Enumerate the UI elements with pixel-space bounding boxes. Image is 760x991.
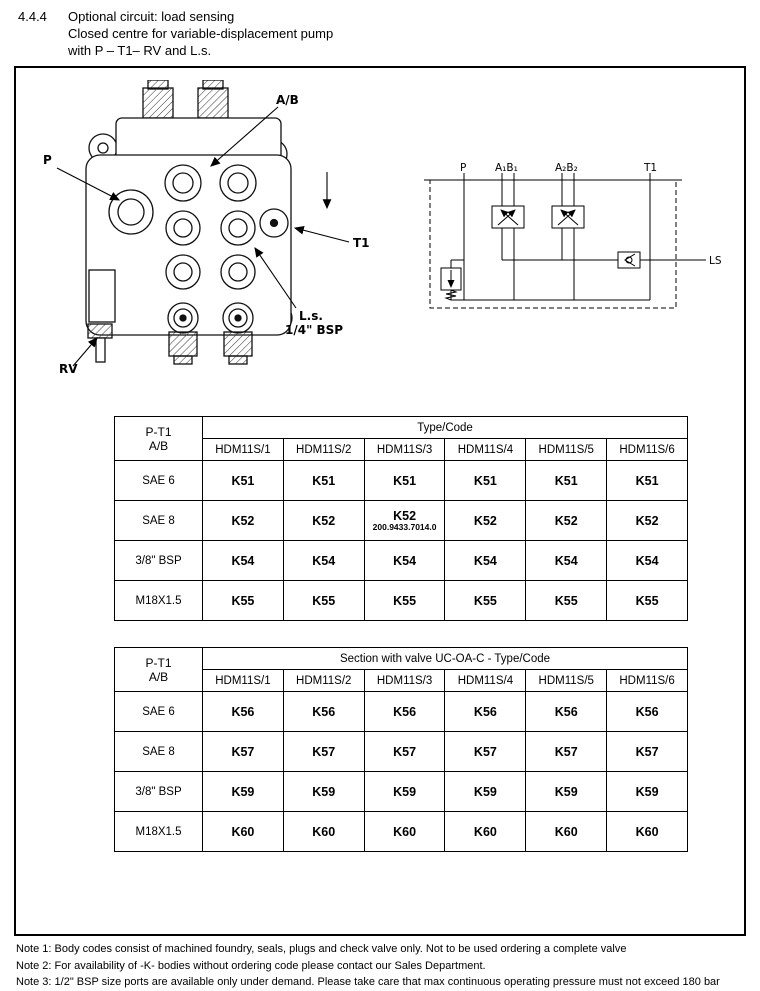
table-row (115, 732, 688, 772)
column-header: HDM11S/6 (607, 670, 688, 692)
row-header: 3/8" BSP (115, 772, 203, 812)
port-label-ls-size: 1/4" BSP (285, 323, 344, 337)
code-cell: K56 (445, 692, 526, 732)
title-line-1: Optional circuit: load sensing (68, 9, 235, 24)
column-header: HDM11S/1 (203, 439, 284, 461)
code-cell: K56 (203, 692, 284, 732)
header-row-group (115, 417, 688, 439)
row-axis-title (115, 648, 203, 692)
code-cell: K51 (364, 461, 445, 501)
code-cell: K52 (283, 501, 364, 541)
group-header: Type/Code (203, 417, 688, 439)
schematic-label-a2b2: A₂B₂ (555, 162, 578, 174)
code-cell: K59 (526, 772, 607, 812)
code-cell: K54 (364, 541, 445, 581)
type-code-table (114, 416, 688, 621)
port-label-rv: RV (59, 362, 78, 376)
row-axis-title-line1: P-T1 (145, 655, 172, 670)
code-cell: K54 (445, 541, 526, 581)
code-cell: K56 (283, 692, 364, 732)
table-row (115, 692, 688, 732)
check-valve-symbol (618, 252, 640, 268)
code-cell: K57 (283, 732, 364, 772)
column-header: HDM11S/6 (607, 439, 688, 461)
figure-frame (14, 66, 746, 936)
code-cell: K59 (445, 772, 526, 812)
table-row (115, 812, 688, 852)
code-cell: K57 (445, 732, 526, 772)
column-header: HDM11S/2 (283, 670, 364, 692)
note-1: Note 1: Body codes consist of machined foundry, seals, plugs and check valve only. Not to be used ordering a complete valve (16, 943, 627, 955)
valve-drawing (31, 80, 411, 380)
header-row-group (115, 648, 688, 670)
column-header: HDM11S/5 (526, 439, 607, 461)
schematic-lines (424, 173, 706, 308)
row-header: SAE 6 (115, 692, 203, 732)
column-header: HDM11S/5 (526, 670, 607, 692)
code-cell: K51 (607, 461, 688, 501)
relief-valve-symbol (441, 268, 461, 300)
code-cell: K51 (203, 461, 284, 501)
code-cell: K57 (607, 732, 688, 772)
code-cell: K54 (526, 541, 607, 581)
relief-valve-cartridge (88, 270, 115, 362)
code-cell: K60 (283, 812, 364, 852)
port-label-p: P (43, 153, 52, 167)
code-cell: K60 (203, 812, 284, 852)
code-cell: K60 (526, 812, 607, 852)
code-cell: K55 (364, 581, 445, 621)
row-axis-title-line2: A/B (148, 438, 169, 453)
code-cell: K56 (607, 692, 688, 732)
code-cell: K55 (526, 581, 607, 621)
group-header: Section with valve UC-OA-C - Type/Code (203, 648, 688, 670)
column-header: HDM11S/1 (203, 670, 284, 692)
code-cell: K55 (203, 581, 284, 621)
code-cell: K54 (607, 541, 688, 581)
footnotes (16, 941, 720, 991)
code-cell: K59 (203, 772, 284, 812)
code-cell: K55 (445, 581, 526, 621)
code-cell: K60 (364, 812, 445, 852)
column-header: HDM11S/3 (364, 670, 445, 692)
note-2: Note 2: For availability of -K- bodies without ordering code please contact our Sales Department. (16, 959, 486, 972)
schematic-label-p: P (460, 162, 467, 174)
code-cell: K56 (364, 692, 445, 732)
code-cell: K59 (364, 772, 445, 812)
title-line-3: with P – T1– RV and L.s. (68, 43, 212, 58)
row-header: M18X1.5 (115, 812, 203, 852)
code-cell: K59 (607, 772, 688, 812)
code-cell: K57 (364, 732, 445, 772)
code-cell: K52 (445, 501, 526, 541)
code-cell: K59 (283, 772, 364, 812)
spool-valve-symbol-1 (492, 206, 524, 228)
code-cell (364, 501, 445, 541)
code-cell: K54 (203, 541, 284, 581)
code-cell: K57 (203, 732, 284, 772)
title-line-2: Closed centre for variable-displacement pump (68, 26, 334, 41)
code-cell: K60 (445, 812, 526, 852)
port-label-ab: A/B (276, 93, 299, 107)
table-row (115, 461, 688, 501)
table-row (115, 501, 688, 541)
table-row (115, 581, 688, 621)
title-block (68, 8, 333, 59)
row-header: SAE 8 (115, 732, 203, 772)
port-label-ls: L.s. (299, 309, 323, 323)
section-number: 4.4.4 (18, 9, 47, 24)
row-header: SAE 6 (115, 461, 203, 501)
schematic-label-t1: T1 (644, 162, 658, 174)
doc-header (18, 8, 333, 59)
row-axis-title (115, 417, 203, 461)
port-label-t1: T1 (353, 236, 370, 250)
code-cell: K55 (283, 581, 364, 621)
schematic-label-ls: LS (709, 255, 722, 267)
row-header: 3/8" BSP (115, 541, 203, 581)
code-main: K52 (393, 508, 417, 523)
row-header: SAE 8 (115, 501, 203, 541)
column-header: HDM11S/4 (445, 670, 526, 692)
code-sub: 200.9433.7014.0 (372, 521, 437, 532)
code-cell: K51 (445, 461, 526, 501)
code-cell: K57 (526, 732, 607, 772)
column-header: HDM11S/3 (364, 439, 445, 461)
code-cell: K51 (283, 461, 364, 501)
code-cell: K55 (607, 581, 688, 621)
row-header: M18X1.5 (115, 581, 203, 621)
hydraulic-schematic (414, 160, 729, 350)
column-header: HDM11S/2 (283, 439, 364, 461)
code-cell: K52 (203, 501, 284, 541)
table-row (115, 772, 688, 812)
code-cell: K52 (526, 501, 607, 541)
schematic-label-a1b1: A₁B₁ (495, 162, 518, 174)
code-cell: K60 (607, 812, 688, 852)
spool-valve-symbol-2 (552, 206, 584, 228)
row-axis-title-line1: P-T1 (145, 424, 172, 439)
note-3: Note 3: 1/2" BSP size ports are available only under demand. Please take care that max continuous operating pressure must not exceed 180 bar (16, 976, 720, 988)
column-header: HDM11S/4 (445, 439, 526, 461)
row-axis-title-line2: A/B (148, 669, 169, 684)
section-valve-code-table (114, 647, 688, 852)
code-cell: K54 (283, 541, 364, 581)
code-cell: K51 (526, 461, 607, 501)
code-cell: K52 (607, 501, 688, 541)
table-row (115, 541, 688, 581)
code-cell: K56 (526, 692, 607, 732)
